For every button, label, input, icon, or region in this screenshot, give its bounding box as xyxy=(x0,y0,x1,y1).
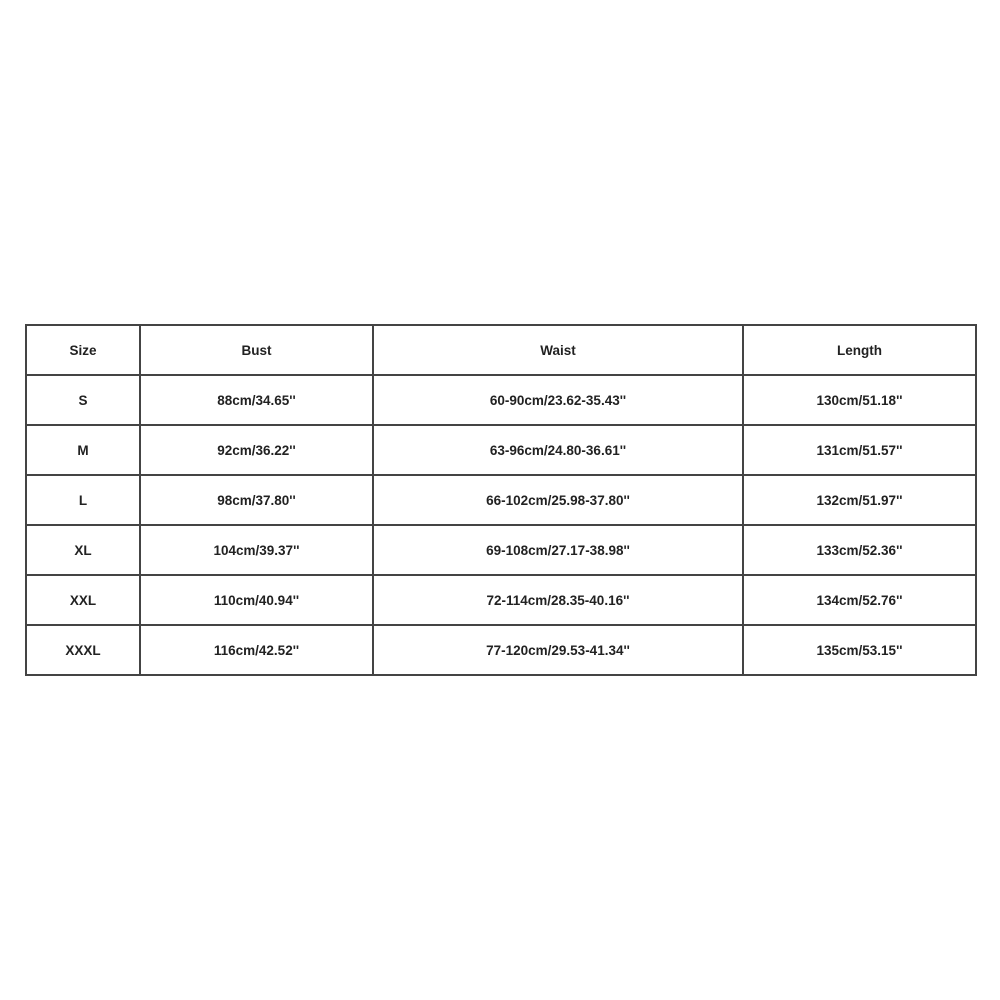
cell-length: 135cm/53.15'' xyxy=(743,625,976,675)
cell-bust: 116cm/42.52'' xyxy=(140,625,373,675)
header-length: Length xyxy=(743,325,976,375)
cell-size: XXXL xyxy=(26,625,140,675)
cell-waist: 66-102cm/25.98-37.80'' xyxy=(373,475,743,525)
cell-bust: 92cm/36.22'' xyxy=(140,425,373,475)
cell-waist: 60-90cm/23.62-35.43'' xyxy=(373,375,743,425)
cell-waist: 77-120cm/29.53-41.34'' xyxy=(373,625,743,675)
header-size: Size xyxy=(26,325,140,375)
cell-length: 134cm/52.76'' xyxy=(743,575,976,625)
cell-size: L xyxy=(26,475,140,525)
size-chart-table xyxy=(25,324,977,676)
table-row xyxy=(26,425,976,475)
header-bust: Bust xyxy=(140,325,373,375)
cell-waist: 72-114cm/28.35-40.16'' xyxy=(373,575,743,625)
cell-bust: 98cm/37.80'' xyxy=(140,475,373,525)
table-header-row xyxy=(26,325,976,375)
cell-length: 130cm/51.18'' xyxy=(743,375,976,425)
cell-length: 132cm/51.97'' xyxy=(743,475,976,525)
table-row xyxy=(26,525,976,575)
cell-size: XXL xyxy=(26,575,140,625)
table-row xyxy=(26,475,976,525)
cell-waist: 69-108cm/27.17-38.98'' xyxy=(373,525,743,575)
table-row xyxy=(26,375,976,425)
table-row xyxy=(26,575,976,625)
cell-length: 131cm/51.57'' xyxy=(743,425,976,475)
header-waist: Waist xyxy=(373,325,743,375)
cell-size: M xyxy=(26,425,140,475)
cell-waist: 63-96cm/24.80-36.61'' xyxy=(373,425,743,475)
table-row xyxy=(26,625,976,675)
cell-size: S xyxy=(26,375,140,425)
cell-size: XL xyxy=(26,525,140,575)
cell-bust: 88cm/34.65'' xyxy=(140,375,373,425)
cell-bust: 110cm/40.94'' xyxy=(140,575,373,625)
cell-bust: 104cm/39.37'' xyxy=(140,525,373,575)
cell-length: 133cm/52.36'' xyxy=(743,525,976,575)
